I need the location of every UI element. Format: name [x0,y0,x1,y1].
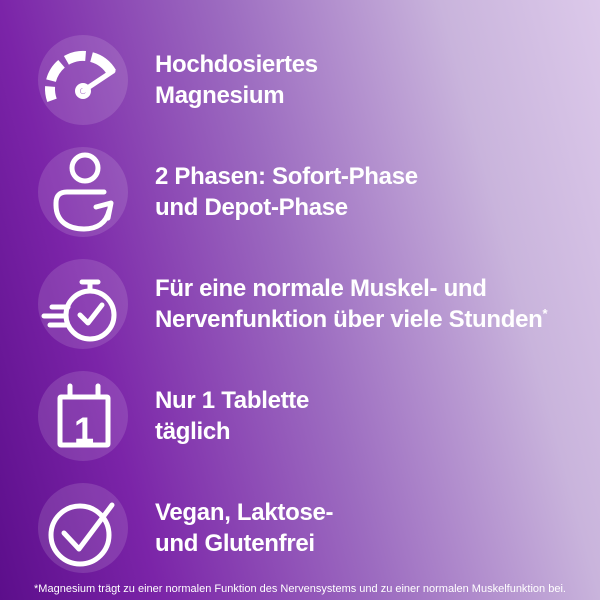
icon-disc [38,371,128,461]
feature-text [155,385,309,447]
feature-line-1: Vegan, Laktose- [155,499,334,526]
feature-list [0,24,600,584]
icon-disc [38,35,128,125]
feature-line-1: Für eine normale Muskel- und [155,275,487,302]
person-refresh-icon [38,147,128,237]
feature-line-2-text: Nervenfunktion über viele Stunden [155,306,543,333]
calendar-1-icon [38,371,128,461]
feature-row-2-phasen [0,136,600,248]
icon-disc [38,147,128,237]
feature-line-2: und Depot-Phase [155,194,348,221]
feature-line-1: Nur 1 Tablette [155,387,310,414]
feature-text [155,161,418,223]
footnote-asterisk: * [542,306,548,321]
feature-line-2: Magnesium [155,82,285,109]
feature-line-1: 2 Phasen: Sofort-Phase [155,163,418,190]
feature-row-hochdosiert [0,24,600,136]
icon-disc [38,259,128,349]
feature-line-1: Hochdosiertes [155,51,318,78]
feature-row-funktion [0,248,600,360]
feature-text [155,273,547,335]
speedometer-icon [38,35,128,125]
feature-row-vegan [0,472,600,584]
feature-line-2 [155,304,547,335]
feature-line-2: und Glutenfrei [155,530,315,557]
calendar-number: 1 [73,409,95,451]
fast-stopwatch-icon [38,259,128,349]
feature-row-tablette [0,360,600,472]
feature-text [155,497,333,559]
feature-text [155,49,318,111]
icon-disc [38,483,128,573]
check-circle-icon [38,483,128,573]
footnote: *Magnesium trägt zu einer normalen Funktion des Nervensystems und zu einer normalen Muskelfunktion bei. [34,583,566,595]
feature-line-2: täglich [155,418,231,445]
